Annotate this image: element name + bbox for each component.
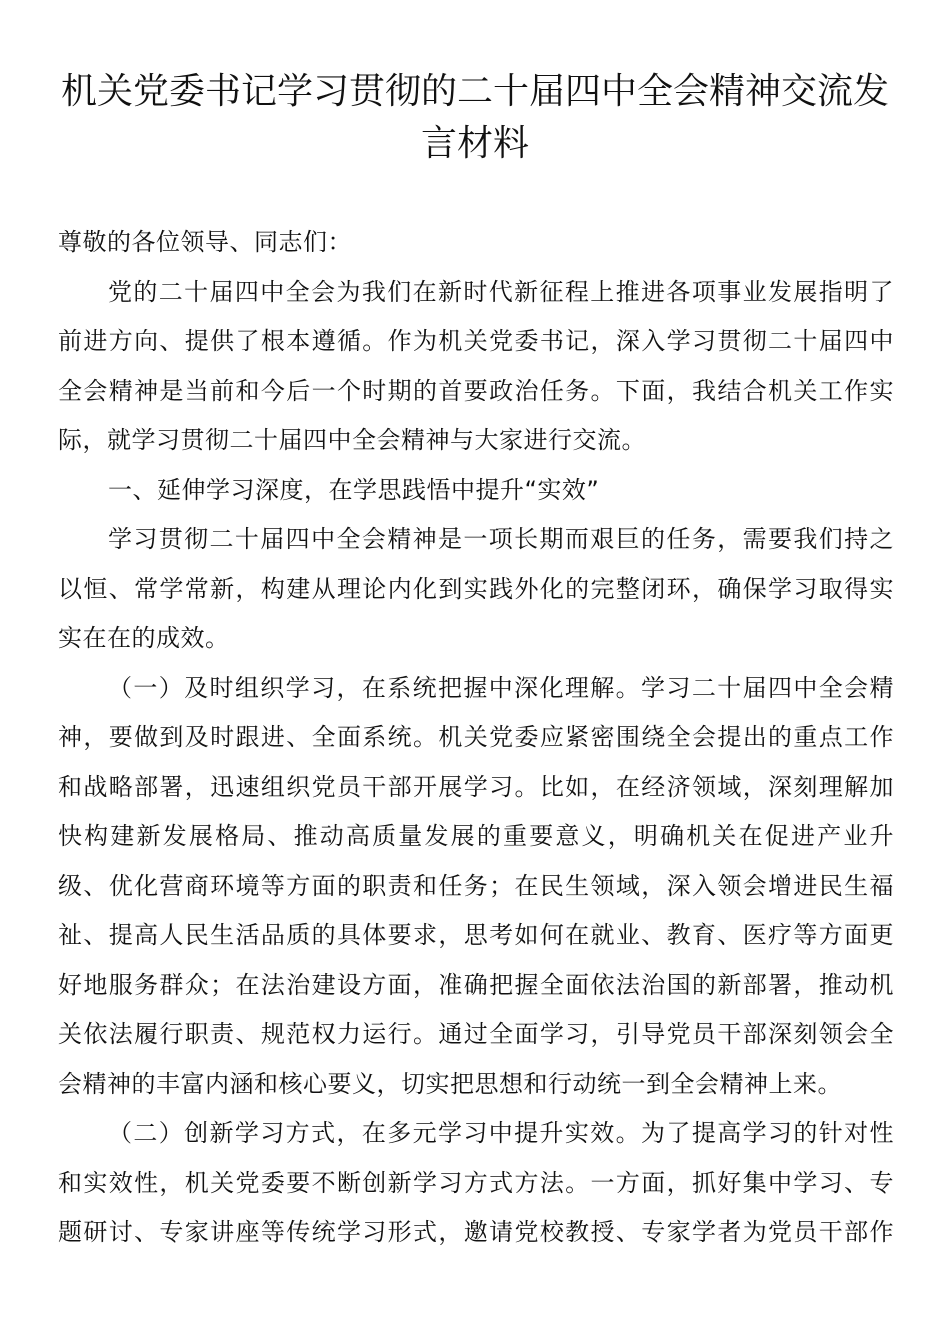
paragraph-line: 题研讨、专家讲座等传统学习形式，邀请党校教授、专家学者为党员干部作 bbox=[58, 1218, 894, 1246]
paragraph-line: 和战略部署，迅速组织党员干部开展学习。比如，在经济领域，深刻理解加 bbox=[58, 772, 894, 801]
paragraph-line: 神，要做到及时跟进、全面系统。机关党委应紧密围绕全会提出的重点工作 bbox=[58, 723, 894, 751]
subsection-paragraph-line: （一）及时组织学习，在系统把握中深化理解。学习二十届四中全会精 bbox=[108, 673, 894, 702]
paragraph-line: 会精神的丰富内涵和核心要义，切实把思想和行动统一到全会精神上来。 bbox=[58, 1069, 842, 1098]
salutation: 尊敬的各位领导、同志们： bbox=[58, 228, 352, 256]
paragraph-line: 党的二十届四中全会为我们在新时代新征程上推进各项事业发展指明了 bbox=[108, 277, 894, 306]
paragraph-line: 好地服务群众；在法治建设方面，准确把握全面依法治国的新部署，推动机 bbox=[58, 970, 894, 999]
paragraph-line: 实在在的成效。 bbox=[58, 624, 230, 652]
paragraph-line: 祉、提高人民生活品质的具体要求，思考如何在就业、教育、医疗等方面更 bbox=[58, 921, 894, 949]
section-heading: 一、延伸学习深度，在学思践悟中提升“实效” bbox=[108, 475, 600, 504]
paragraph-line: 快构建新发展格局、推动高质量发展的重要意义，明确机关在促进产业升 bbox=[58, 822, 894, 850]
title-line-1: 机关党委书记学习贯彻的二十届四中全会精神交流发 bbox=[60, 71, 889, 112]
paragraph-line: 和实效性，机关党委要不断创新学习方式方法。一方面，抓好集中学习、专 bbox=[58, 1168, 894, 1197]
paragraph-line: 全会精神是当前和今后一个时期的首要政治任务。下面，我结合机关工作实 bbox=[58, 376, 894, 405]
paragraph-line: 学习贯彻二十届四中全会精神是一项长期而艰巨的任务，需要我们持之 bbox=[108, 525, 894, 553]
document-title bbox=[40, 66, 910, 170]
title-line-2: 言材料 bbox=[420, 123, 529, 164]
paragraph-line: 级、优化营商环境等方面的职责和任务；在民生领域，深入领会增进民生福 bbox=[58, 871, 894, 900]
document-body bbox=[58, 218, 894, 1258]
paragraph-line: 以恒、常学常新，构建从理论内化到实践外化的完整闭环，确保学习取得实 bbox=[58, 574, 894, 603]
subsection-paragraph-line: （二）创新学习方式，在多元学习中提升实效。为了提高学习的针对性 bbox=[108, 1119, 894, 1147]
paragraph-line: 际，就学习贯彻二十届四中全会精神与大家进行交流。 bbox=[58, 426, 646, 454]
paragraph-line: 前进方向、提供了根本遵循。作为机关党委书记，深入学习贯彻二十届四中 bbox=[58, 327, 894, 355]
paragraph-line: 关依法履行职责、规范权力运行。通过全面学习，引导党员干部深刻领会全 bbox=[58, 1020, 894, 1048]
